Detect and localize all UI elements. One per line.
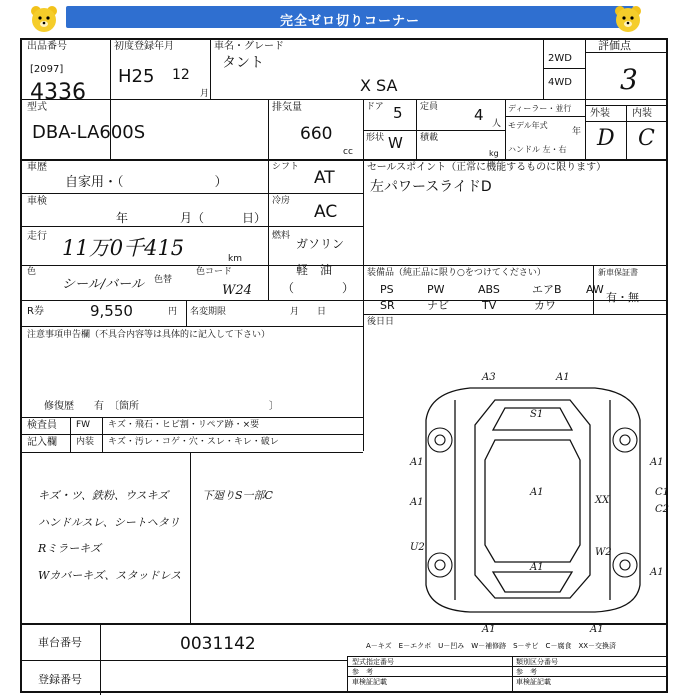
shift-value: AT	[314, 168, 335, 188]
name-change-label: 名変期限	[190, 307, 227, 317]
doors-label: ドア	[366, 102, 384, 112]
warranty-label: 新車保証書	[598, 268, 638, 277]
remark-right: 下廻りS一部C	[202, 489, 273, 502]
fuel-gasoline: ガソリン	[296, 237, 345, 251]
lot-label: 出品番号	[27, 41, 67, 52]
damage-mark: A1	[590, 624, 604, 635]
notes-label: 注意事項申告欄（不具合内容等は具体的に記入して下さい）	[27, 330, 271, 340]
drive-4wd: 4WD	[548, 77, 572, 88]
damage-mark: XX	[595, 495, 610, 506]
equip-sr: SR	[380, 299, 395, 312]
color-change-label: 色替	[154, 275, 173, 285]
shape-label: 形状	[366, 133, 385, 143]
check-int: 内装	[76, 437, 95, 447]
history-label: 車歴	[27, 162, 47, 173]
damage-legend: A－キズ E－エクボ U－凹み W－補修跡 S－サビ C－腐食 XX－交換済	[366, 642, 617, 650]
drive-2wd: 2WD	[548, 53, 572, 64]
inspection-day-unit: 日）	[242, 211, 267, 225]
inspection-month-unit: 月（	[180, 211, 205, 225]
after-day-label: 後日日	[367, 317, 395, 327]
color-label: 色	[27, 267, 37, 277]
car-label: 車名・グレード	[214, 41, 284, 52]
equip-aw: AW	[586, 283, 604, 296]
disp-unit: cc	[343, 147, 353, 157]
bottom-box-label: 車検証記載	[516, 678, 551, 686]
warranty-value: 有・無	[606, 291, 639, 304]
score-label: 評価点	[598, 39, 631, 52]
car-name: タント	[222, 55, 264, 71]
lot-number: 4336	[30, 80, 86, 105]
chassis-value: 0031142	[180, 634, 256, 654]
shape-value: W	[388, 134, 403, 152]
capacity-label: 定員	[420, 102, 439, 112]
model-label: 型式	[27, 102, 47, 113]
damage-mark: A1	[650, 567, 664, 578]
damage-mark: A1	[650, 457, 664, 468]
recycle-unit: 円	[168, 307, 178, 317]
inspection-label: 車検	[27, 196, 47, 207]
damage-mark: A1	[530, 487, 544, 498]
damage-mark: C2	[655, 504, 670, 515]
damage-mark: A1	[556, 372, 570, 383]
doors-value: 5	[393, 104, 403, 122]
check-label-1: 検査員	[27, 420, 57, 431]
damage-mark: A1	[530, 562, 544, 573]
score-int-label: 内装	[632, 108, 652, 119]
mileage-unit: km	[228, 254, 242, 264]
bottom-box-label: 型式指定番号	[352, 658, 394, 666]
ac-label: 冷房	[272, 196, 291, 206]
load-label: 積載	[420, 133, 439, 143]
color-code: W24	[222, 283, 252, 298]
bottom-box-label: 類別区分番号	[516, 658, 558, 666]
shift-label: シフト	[272, 162, 300, 172]
damage-mark: S1	[530, 409, 544, 420]
first-reg-label: 初度登録年月	[114, 41, 174, 52]
bottom-box-label: 参 考	[352, 668, 373, 676]
ac-value: AC	[314, 202, 338, 222]
score-value: 3	[620, 63, 638, 96]
bottom-box-label: 参 考	[516, 668, 537, 676]
equip-navi: ナビ	[427, 299, 449, 312]
score-int: C	[638, 126, 655, 151]
equip-tv: TV	[482, 299, 497, 312]
first-reg-era: H25	[118, 66, 155, 87]
capacity-value: 4	[474, 106, 484, 124]
equipment-label: 装備品（純正品に限り○をつけてください）	[367, 268, 546, 278]
check-int-items: キズ・汚レ・コゲ・穴・スレ・キレ・破レ	[108, 437, 279, 447]
damage-mark: W2	[595, 547, 612, 558]
recycle-label: R券	[27, 306, 44, 317]
load-unit: kg	[489, 149, 499, 158]
damage-mark: U2	[410, 542, 425, 553]
color-code-label: 色コード	[196, 267, 233, 277]
history-value: 自家用・（ ）	[65, 175, 228, 190]
equip-ps: PS	[380, 283, 394, 296]
fuel-label: 燃料	[272, 231, 291, 241]
lot-sub: [2097]	[30, 64, 64, 75]
inspection-year-unit: 年	[116, 211, 129, 225]
reg-no-label: 登録番号	[38, 673, 82, 686]
score-ext-label: 外装	[590, 108, 610, 119]
car-grade: X SA	[360, 76, 398, 95]
sales-label: セールスポイント（正常に機能するものに限ります）	[367, 162, 607, 173]
remark-2: ハンドルスレ、シートヘタリ	[38, 516, 180, 529]
name-change-value: 月 日	[290, 307, 327, 317]
equip-pw: PW	[427, 283, 445, 296]
mileage-label: 走行	[27, 231, 47, 242]
remark-4: Wカバーキズ、スタッドレス	[38, 569, 182, 582]
damage-mark: C1	[655, 487, 670, 498]
sales-value: 左パワースライドD	[370, 179, 492, 195]
disp-value: 660	[300, 124, 333, 144]
model-year-label: モデル年式	[508, 121, 548, 130]
mileage-value: 11万0千415	[62, 236, 185, 260]
equip-abs: ABS	[478, 283, 500, 296]
check-label-2: 記入欄	[27, 437, 57, 448]
score-ext: D	[597, 126, 615, 151]
header-title: 完全ゼロ切りコーナー	[279, 14, 420, 29]
damage-mark: A1	[482, 624, 496, 635]
recycle-value: 9,550	[90, 302, 133, 320]
capacity-unit: 人	[492, 119, 502, 129]
first-reg-month-unit: 月	[200, 89, 210, 99]
damage-mark: A1	[410, 457, 424, 468]
model-year-unit: 年	[572, 127, 582, 137]
remark-1: キズ・ツ、鉄粉、ウスキズ	[38, 489, 169, 502]
chassis-label: 車台番号	[38, 636, 82, 649]
fuel-diesel: 軽 油	[296, 263, 333, 277]
check-fw-items: キズ・飛石・ヒビ割・リペア跡・×要	[108, 420, 260, 430]
first-reg-month: 12	[172, 67, 190, 83]
fuel-paren: （ ）	[282, 281, 355, 295]
color-value: シール/バール	[62, 277, 144, 292]
damage-mark: A3	[482, 372, 496, 383]
repair-history: 修復歴 有 〔箇所 〕	[44, 401, 279, 412]
damage-mark: A1	[410, 497, 424, 508]
equip-airbag: エアB	[532, 283, 562, 296]
check-fw: FW	[76, 420, 91, 430]
dealer-label: ディーラー・並行	[508, 104, 572, 113]
bottom-box-label: 車検証記載	[352, 678, 387, 686]
disp-label: 排気量	[272, 102, 302, 113]
remark-3: Rミラーキズ	[38, 542, 102, 555]
model-value: DBA-LA600S	[32, 122, 146, 143]
equip-leather: カワ	[534, 299, 556, 312]
steering-label: ハンドル 左・右	[508, 145, 567, 154]
